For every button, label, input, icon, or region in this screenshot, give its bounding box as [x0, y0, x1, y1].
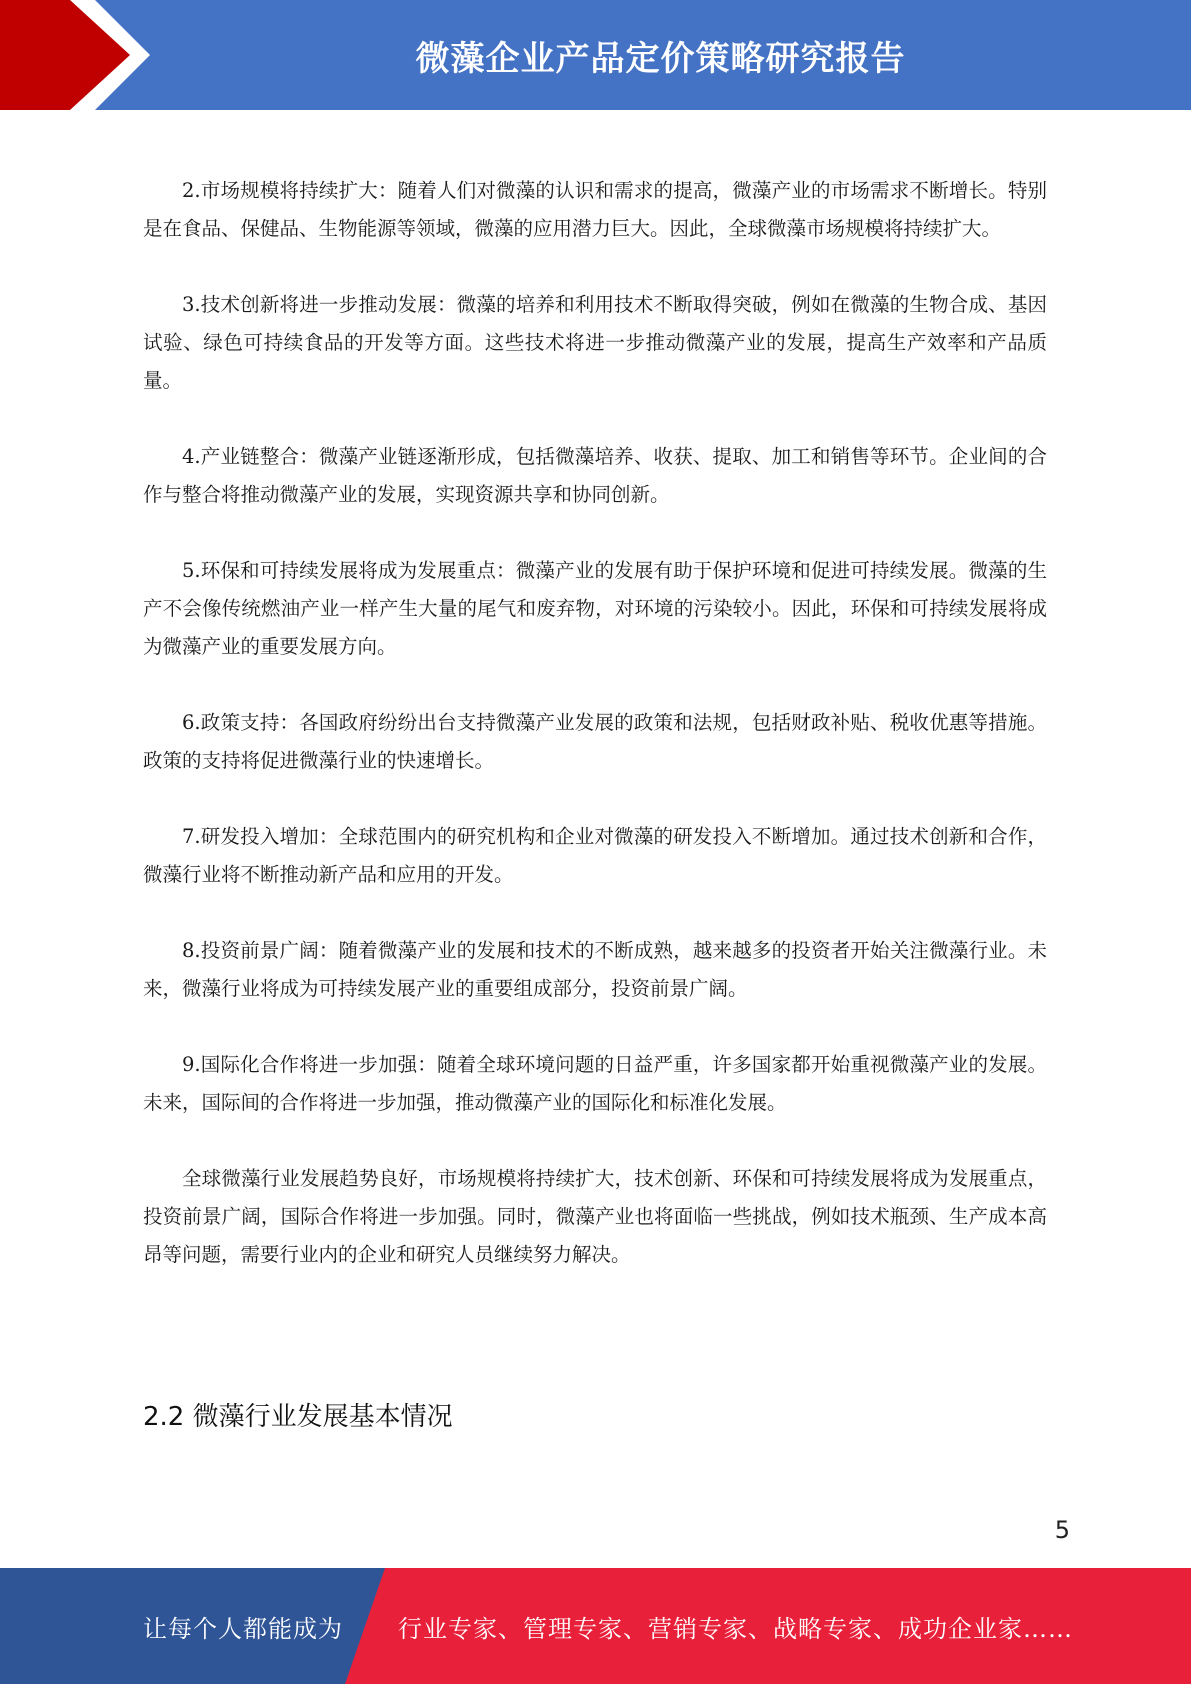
paragraph-policy-support: 6.政策支持：各国政府纷纷出台支持微藻产业发展的政策和法规，包括财政补贴、税收优惠等措施。政策的支持将促进微藻行业的快速增长。: [143, 711, 1047, 772]
paragraph-market-scale: 2.市场规模将持续扩大：随着人们对微藻的认识和需求的提高，微藻产业的市场需求不断增长。特别是在食品、保健品、生物能源等领域，微藻的应用潜力巨大。因此，全球微藻市场规模将持续扩大。: [143, 179, 1047, 240]
footer-slogan-left: 让每个人都能成为: [143, 1614, 343, 1643]
section-heading: 2.2 微藻行业发展基本情况: [143, 1402, 453, 1432]
paragraph-tech-innovation: 3.技术创新将进一步推动发展：微藻的培养和利用技术不断取得突破，例如在微藻的生物合成、基因试验、绿色可持续食品的开发等方面。这些技术将进一步推动微藻产业的发展，提高生产效率和产品质量。: [143, 293, 1047, 392]
body-content: [143, 172, 1047, 1312]
page-header: [0, 0, 1191, 110]
footer-slogan-right: 行业专家、管理专家、营销专家、战略专家、成功企业家……: [398, 1614, 1073, 1643]
paragraph-summary: 全球微藻行业发展趋势良好，市场规模将持续扩大，技术创新、环保和可持续发展将成为发展重点，投资前景广阔，国际合作将进一步加强。同时，微藻产业也将面临一些挑战，例如技术瓶颈、生产成本高昂等问题，需要行业内的企业和研究人员继续努力解决。: [143, 1167, 1047, 1266]
paragraph-international-cooperation: 9.国际化合作将进一步加强：随着全球环境问题的日益严重，许多国家都开始重视微藻产业的发展。未来，国际间的合作将进一步加强，推动微藻产业的国际化和标准化发展。: [143, 1053, 1047, 1114]
paragraph-investment-outlook: 8.投资前景广阔：随着微藻产业的发展和技术的不断成熟，越来越多的投资者开始关注微藻行业。未来，微藻行业将成为可持续发展产业的重要组成部分，投资前景广阔。: [143, 939, 1047, 1000]
paragraph-industry-chain: 4.产业链整合：微藻产业链逐渐形成，包括微藻培养、收获、提取、加工和销售等环节。企业间的合作与整合将推动微藻产业的发展，实现资源共享和协同创新。: [143, 445, 1047, 506]
page-number: 5: [1054, 1516, 1070, 1544]
page-footer: [0, 1568, 1191, 1684]
paragraph-environment: 5.环保和可持续发展将成为发展重点：微藻产业的发展有助于保护环境和促进可持续发展。微藻的生产不会像传统燃油产业一样产生大量的尾气和废弃物，对环境的污染较小。因此，环保和可持续发展将成为微藻产业的重要发展方向。: [143, 559, 1047, 658]
paragraph-rd-investment: 7.研发投入增加：全球范围内的研究机构和企业对微藻的研发投入不断增加。通过技术创新和合作，微藻行业将不断推动新产品和应用的开发。: [143, 825, 1047, 886]
report-title: 微藻企业产品定价策略研究报告: [415, 38, 906, 79]
